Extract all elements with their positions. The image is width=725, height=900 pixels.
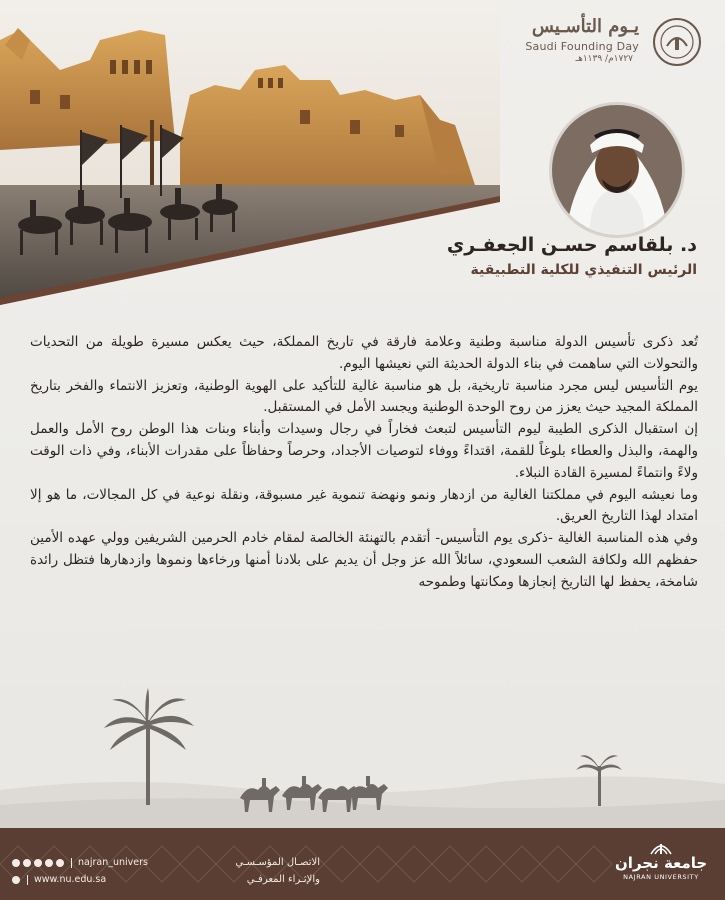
person-role: الرئيس التنفيذي للكلية التطبيقية bbox=[470, 262, 697, 278]
footer-label-line-1: الاتصـال المؤسـسـي bbox=[235, 857, 320, 868]
founding-day-title: يـوم التأسـيس bbox=[531, 16, 639, 37]
najran-university-logo bbox=[615, 840, 707, 894]
person-name: د. بلقاسم حسـن الجعفـري bbox=[446, 234, 697, 256]
article-body bbox=[30, 332, 698, 594]
divider bbox=[71, 858, 72, 868]
article-paragraph: وما نعيشه اليوم في مملكتنا الغالية من ازدهار ونمو ونهضة تنموية غير مسبوقة، ونقلة نوعية في كل المجالات، ما هو إلا امتداد لهذا التاريخ العريق. bbox=[30, 486, 698, 525]
article-paragraph: تُعد ذكرى تأسيس الدولة مناسبة وطنية وعلامة فارقة في تاريخ المملكة، حيث يعكس مسيرة طويلة من التحديات والتحولات التي ساهمت في بناء الدولة الحديثة التي نعيشها اليوم. bbox=[30, 334, 698, 372]
website-link[interactable] bbox=[12, 871, 192, 888]
youtube-icon bbox=[34, 859, 42, 867]
university-name-en: NAJRAN UNIVERSITY bbox=[623, 873, 699, 881]
social-handles[interactable] bbox=[12, 854, 192, 871]
x-icon bbox=[12, 859, 20, 867]
founding-day-logo bbox=[503, 14, 703, 72]
website-url: www.nu.edu.sa bbox=[34, 874, 107, 885]
avatar bbox=[549, 102, 685, 238]
globe-icon bbox=[12, 876, 20, 884]
article-paragraph: وفي هذه المناسبة الغالية -ذكرى يوم التأسيس- أتقدم بالتهنئة الخالصة لمقام خادم الحرمين الشريفين وولي عهده الأمين حفظهم الله ولكافة الشعب السعودي، سائلاً الله عز وجل أن يديم على بلادنا أمنها ورخاءها ونموها وازدهارها فتظل رائدة شامخة، يحفظ لها التاريخ إنجازها ومكانتها وطموحه bbox=[30, 530, 698, 590]
hero-image bbox=[0, 0, 500, 305]
footer-department bbox=[200, 854, 320, 888]
facebook-icon bbox=[45, 859, 53, 867]
founding-day-year: ١٧٢٧م/ ١١٣٩هـ bbox=[575, 54, 633, 64]
footer-label-line-2: والإثـراء المعرفـي bbox=[246, 874, 320, 885]
university-emblem-icon bbox=[649, 840, 673, 856]
founding-day-subtitle: Saudi Founding Day bbox=[525, 40, 639, 53]
divider bbox=[27, 875, 28, 885]
footer-contacts bbox=[12, 854, 192, 888]
university-name-ar: جامعة نجران bbox=[615, 854, 708, 872]
social-handle: najran_univers bbox=[78, 857, 148, 868]
tiktok-icon bbox=[56, 859, 64, 867]
founding-day-seal-icon bbox=[651, 16, 703, 68]
article-paragraph: يوم التأسيس ليس مجرد مناسبة تاريخية، بل هو مناسبة غالية للتأكيد على الهوية الوطنية، وتعزيز الانتماء والفخر بتاريخ المملكة المجيد حيث يعزز من روح الوحدة الوطنية ويجسد الأمل في المستقبل. bbox=[30, 377, 698, 416]
footer-bar bbox=[0, 828, 725, 900]
instagram-icon bbox=[23, 859, 31, 867]
desert-illustration bbox=[0, 680, 725, 828]
article-paragraph: إن استقبال الذكرى الطيبة ليوم التأسيس لتبعث فخاراً في رجال وسيدات وأبناء وبنات هذا الوطن روح الأمل والعمل والهمة، والبذل والعطاء بلوغاً للقمة، اقتداءً ووفاء لتوصيات الأجداد، وحرصاً وحفاظاً على مقدرات الأبناء، وفي ذات الوقت ولاءً وانتماءً لمسيرة القادة النبلاء. bbox=[30, 421, 698, 481]
